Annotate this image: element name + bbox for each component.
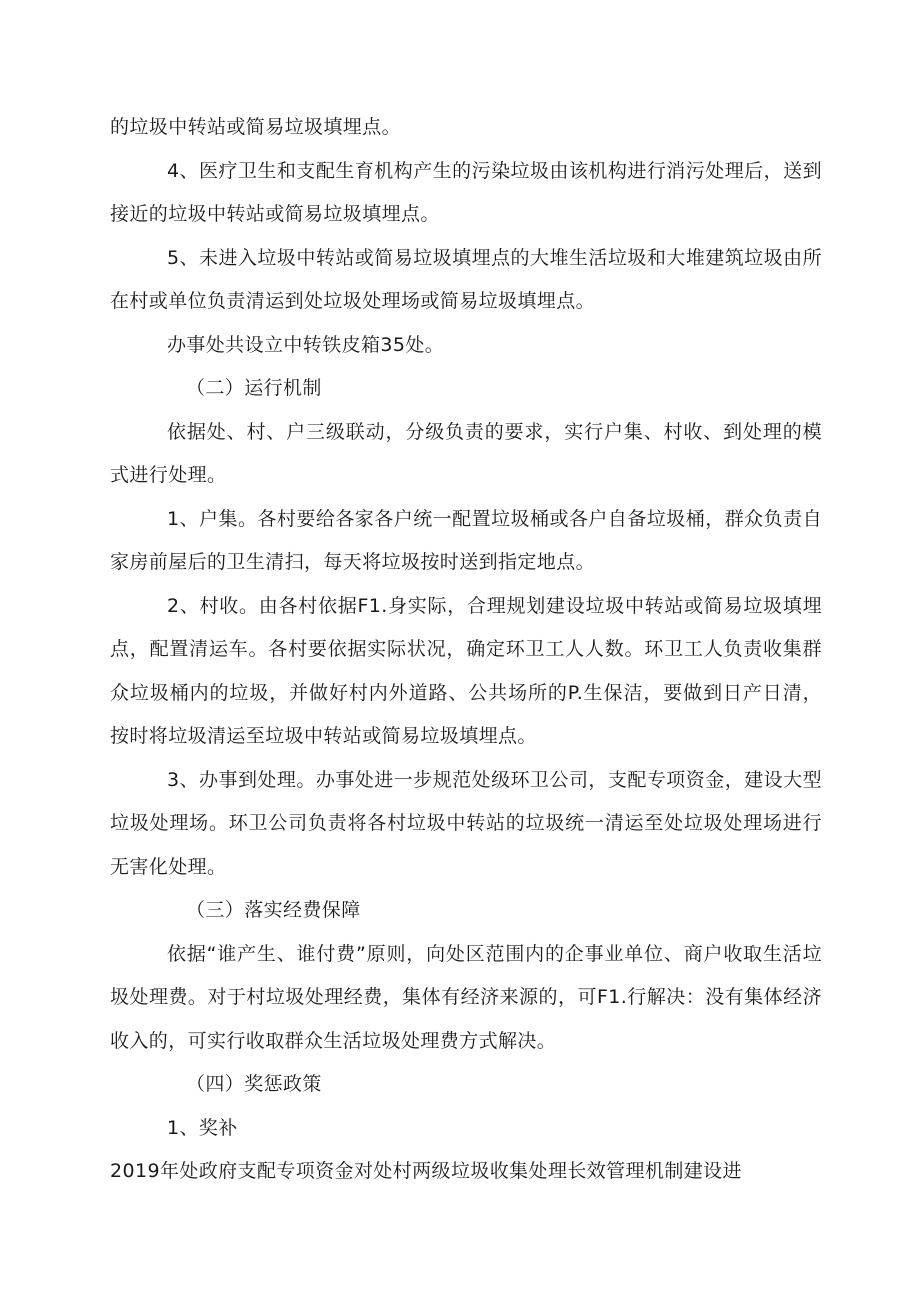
section-heading-operation: （二）运行机制: [186, 377, 322, 399]
paragraph-item-4: 4、医疗卫生和支配生育机构产生的污染垃圾由该机构进行消污处理后，送到接近的垃圾中转站或简易垃圾填埋点。: [110, 159, 822, 225]
paragraph-office-processing: 3、办事到处理。办事处进一步规范处级环卫公司，支配专项资金，建设大型垃圾处理场。环卫公司负责将各村垃圾中转站的垃圾统一清运至处垃圾处理场进行无害化处理。: [110, 768, 822, 878]
paragraph-continuation: 的垃圾中转站或简易垃圾填埋点。: [110, 116, 402, 138]
paragraph-rewards-detail: 2019年处政府支配专项资金对处村两级垃圾收集处理长效管理机制建设进: [110, 1160, 742, 1182]
paragraph-household-collection: 1、户集。各村要给各家各户统一配置垃圾桶或各户自备垃圾桶，群众负责自家房前屋后的卫生清扫，每天将垃圾按时送到指定地点。: [110, 507, 822, 573]
paragraph-bins-count: 办事处共设立中转铁皮箱35处。: [167, 333, 445, 356]
paragraph-rewards-item-1: 1、奖补: [167, 1116, 238, 1139]
document-body: [110, 106, 822, 1194]
section-heading-rewards: （四）奖惩政策: [186, 1073, 322, 1095]
paragraph-funding: 依据“谁产生、谁付费”原则，向处区范围内的企事业单位、商户收取生活垃圾处理费。对于村垃圾处理经费，集体有经济来源的，可F1.行解决：没有集体经济收入的，可实行收取群众生活垃圾处理费方式解决。: [110, 942, 822, 1052]
section-heading-funding: （三）落实经费保障: [186, 899, 361, 921]
paragraph-village-collection: 2、村收。由各村依据F1.身实际，合理规划建设垃圾中转站或简易垃圾填埋点，配置清运车。各村要依据实际状况，确定环卫工人人数。环卫工人负责收集群众垃圾桶内的垃圾，并做好村内外道路、公共场所的P.生保洁，要做到日产日清，按时将垃圾清运至垃圾中转站或简易垃圾填埋点。: [110, 594, 822, 747]
paragraph-item-5: 5、未进入垃圾中转站或简易垃圾填埋点的大堆生活垃圾和大堆建筑垃圾由所在村或单位负责清运到处垃圾处理场或简易垃圾填埋点。: [110, 246, 822, 312]
paragraph-operation-model: 依据处、村、户三级联动，分级负责的要求，实行户集、村收、到处理的模式进行处理。: [110, 420, 822, 486]
